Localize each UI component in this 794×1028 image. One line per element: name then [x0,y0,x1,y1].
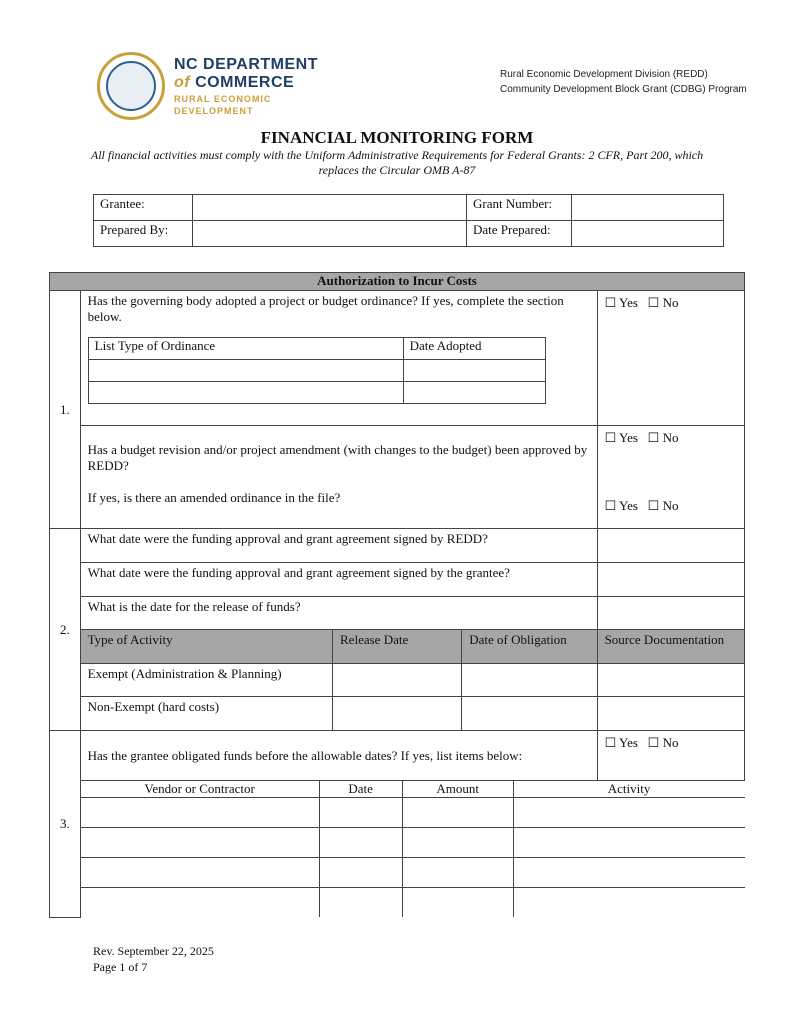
amount-header: Amount [402,781,513,798]
obligation-date-header: Date of Obligation [462,630,597,664]
yes-checkbox[interactable]: ☐ Yes [604,735,638,750]
ordinance-table [88,337,546,404]
exempt-row-label: Exempt (Administration & Planning) [80,664,332,697]
activity-cell[interactable] [513,888,744,918]
question-1b-yes-no[interactable] [597,426,744,529]
question-2a-answer[interactable] [597,529,744,563]
program-name: Community Development Block Grant (CDBG) Program [500,84,747,95]
grant-number-label: Grant Number: [467,195,572,221]
question-2c-text: What is the date for the release of funds? [80,597,597,630]
question-number-1: 1. [50,291,81,529]
question-number-3: 3. [50,731,81,918]
question-1c-text: If yes, is there an amended ordinance in the file? [87,490,341,505]
nonexempt-release-date[interactable] [333,697,462,731]
logo-line-department: NC DEPARTMENT [174,56,318,73]
question-3-yes-no[interactable] [597,731,744,781]
question-1b-text: Has a budget revision and/or project amendment (with changes to the budget) been approved by REDD? [87,442,588,473]
question-1a [80,291,597,426]
nonexempt-obligation-date[interactable] [462,697,597,731]
amount-cell[interactable] [402,888,513,918]
date-header: Date [319,781,402,798]
ordinance-type-cell[interactable] [88,382,403,404]
logo-of: of [174,74,191,91]
yes-checkbox[interactable]: ☐ Yes [604,498,638,513]
grant-number-field[interactable] [572,195,724,221]
activity-cell[interactable] [513,858,744,888]
exempt-source[interactable] [597,664,744,697]
grantee-field[interactable] [193,195,467,221]
date-prepared-label: Date Prepared: [467,221,572,247]
logo-line-development: DEVELOPMENT [174,106,254,116]
footer [93,943,214,975]
ordinance-type-cell[interactable] [88,360,403,382]
exempt-obligation-date[interactable] [462,664,597,697]
date-cell[interactable] [319,798,402,828]
yes-checkbox[interactable]: ☐ Yes [604,430,638,445]
date-adopted-cell[interactable] [403,360,545,382]
date-cell[interactable] [319,858,402,888]
form-subtitle: All financial activities must comply with the Uniform Administrative Requirements for Federal Grants: 2 CFR, Part 200, which replaces the Circular OMB A-87 [90,148,704,177]
vendor-header: Vendor or Contractor [81,781,320,798]
date-cell[interactable] [319,888,402,918]
authorization-table [49,272,745,918]
exempt-release-date[interactable] [333,664,462,697]
question-2c-answer[interactable] [597,597,744,630]
question-number-2: 2. [50,529,81,731]
division-name: Rural Economic Development Division (REDD) [500,69,708,80]
page-number: Page 1 of 7 [93,960,148,974]
activity-header: Activity [513,781,744,798]
activity-cell[interactable] [513,798,744,828]
source-documentation-header: Source Documentation [597,630,744,664]
ordinance-type-header: List Type of Ordinance [88,338,403,360]
vendor-table [81,781,745,917]
prepared-by-field[interactable] [193,221,467,247]
grantee-info-table [93,194,724,247]
question-2a-text: What date were the funding approval and grant agreement signed by REDD? [80,529,597,563]
grantee-label: Grantee: [94,195,193,221]
date-adopted-cell[interactable] [403,382,545,404]
nonexempt-row-label: Non-Exempt (hard costs) [80,697,332,731]
logo-commerce: COMMERCE [195,74,295,91]
question-1a-yes-no[interactable] [597,291,744,426]
no-checkbox[interactable]: ☐ No [647,430,679,445]
amount-cell[interactable] [402,858,513,888]
section-title: Authorization to Incur Costs [50,273,745,291]
vendor-cell[interactable] [81,828,320,858]
activity-type-header: Type of Activity [80,630,332,664]
no-checkbox[interactable]: ☐ No [647,498,679,513]
seal-emblem [106,61,156,111]
question-1b [80,426,597,529]
vendor-cell[interactable] [81,858,320,888]
amount-cell[interactable] [402,828,513,858]
header-program-info [500,67,747,97]
yes-checkbox[interactable]: ☐ Yes [604,295,638,310]
date-cell[interactable] [319,828,402,858]
question-1a-text: Has the governing body adopted a project or budget ordinance? If yes, complete the section below. [87,293,564,324]
logo-line-commerce [174,74,294,92]
question-2b-answer[interactable] [597,563,744,597]
vendor-cell[interactable] [81,888,320,918]
no-checkbox[interactable]: ☐ No [647,735,679,750]
question-3-text: Has the grantee obligated funds before the allowable dates? If yes, list items below: [80,731,597,781]
nonexempt-source[interactable] [597,697,744,731]
revision-date: Rev. September 22, 2025 [93,944,214,958]
release-date-header: Release Date [333,630,462,664]
form-title: FINANCIAL MONITORING FORM [260,128,534,147]
prepared-by-label: Prepared By: [94,221,193,247]
logo-line-rural: RURAL ECONOMIC [174,94,272,104]
amount-cell[interactable] [402,798,513,828]
nc-seal-logo [97,52,165,120]
activity-cell[interactable] [513,828,744,858]
vendor-table-cell [80,781,744,918]
date-prepared-field[interactable] [572,221,724,247]
date-adopted-header: Date Adopted [403,338,545,360]
question-2b-text: What date were the funding approval and grant agreement signed by the grantee? [80,563,597,597]
no-checkbox[interactable]: ☐ No [647,295,679,310]
vendor-cell[interactable] [81,798,320,828]
